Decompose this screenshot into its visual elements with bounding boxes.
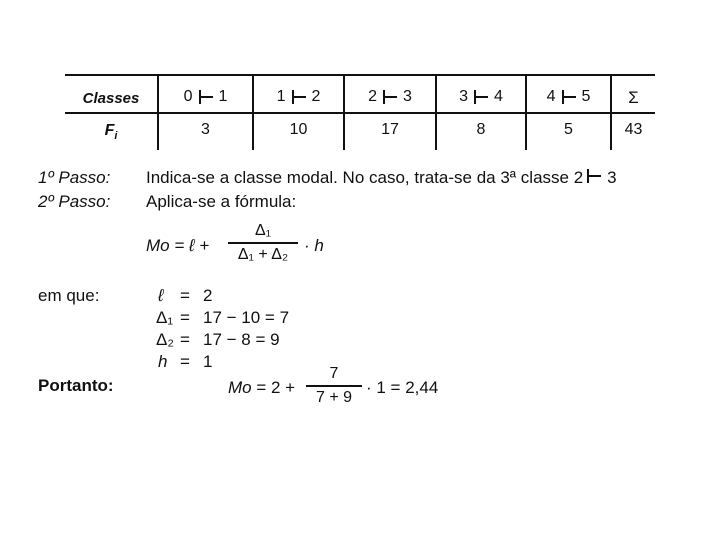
where-symbol: h <box>158 352 168 371</box>
frequency-value: 3 <box>201 121 210 138</box>
where-equals: = <box>180 352 190 371</box>
class-interval: 2 3 <box>368 88 412 105</box>
class-interval: 4 5 <box>546 88 591 105</box>
where-value: 17 − 8 = 9 <box>203 330 280 349</box>
mode-formula-fraction <box>228 222 298 264</box>
result-formula-lhs: Mo = 2 + <box>228 378 296 397</box>
fraction-numerator: 7 <box>329 365 339 382</box>
mode-formula-lhs: Mo = ℓ + <box>146 236 210 255</box>
frequency-value: 17 <box>381 121 399 138</box>
frequency-table <box>65 74 655 150</box>
table-top-rule <box>65 74 655 76</box>
fraction-denominator: 7 + 9 <box>315 388 353 406</box>
fi-header: $F_i$ <box>104 122 118 143</box>
fraction-bar <box>228 242 298 244</box>
result-fraction <box>306 365 362 407</box>
result-label: Portanto: <box>38 376 114 395</box>
step1-text: Indica-se a classe modal. No caso, trata-se da 3ª classe 2 3 <box>146 168 617 187</box>
result-formula-rhs: · 1 = 2,44 <box>366 378 439 397</box>
step2-label: 2º Passo: <box>38 192 111 211</box>
where-symbol: ℓ <box>158 286 164 305</box>
fraction-denominator: Δ₁ + Δ₂ <box>237 245 289 263</box>
classes-header: Classes <box>82 90 140 107</box>
where-symbol: Δ₂ <box>156 330 174 349</box>
frequency-value: 8 <box>476 121 486 138</box>
frequency-total: 43 <box>624 121 643 138</box>
table-mid-rule <box>65 112 655 114</box>
fraction-numerator: Δ₁ <box>254 222 272 239</box>
class-interval: 0 1 <box>183 88 228 105</box>
where-equals: = <box>180 286 190 305</box>
where-label: em que: <box>38 286 100 305</box>
fraction-bar <box>306 385 362 387</box>
class-interval: 1 2 <box>276 88 321 105</box>
sum-symbol: Σ <box>628 88 639 107</box>
frequency-value: 10 <box>289 121 308 138</box>
step1-label: 1º Passo: <box>38 168 111 187</box>
where-value: 1 <box>203 352 213 371</box>
class-interval: 3 4 <box>459 88 503 105</box>
frequency-value: 5 <box>564 121 573 138</box>
where-equals: = <box>180 330 190 349</box>
mode-formula-rhs: · h <box>304 236 324 255</box>
where-equals: = <box>180 308 190 327</box>
step2-text: Aplica-se a fórmula: <box>146 192 297 211</box>
where-value: 2 <box>203 286 213 305</box>
where-symbol: Δ₁ <box>156 308 174 327</box>
where-value: 17 − 10 = 7 <box>203 308 290 327</box>
